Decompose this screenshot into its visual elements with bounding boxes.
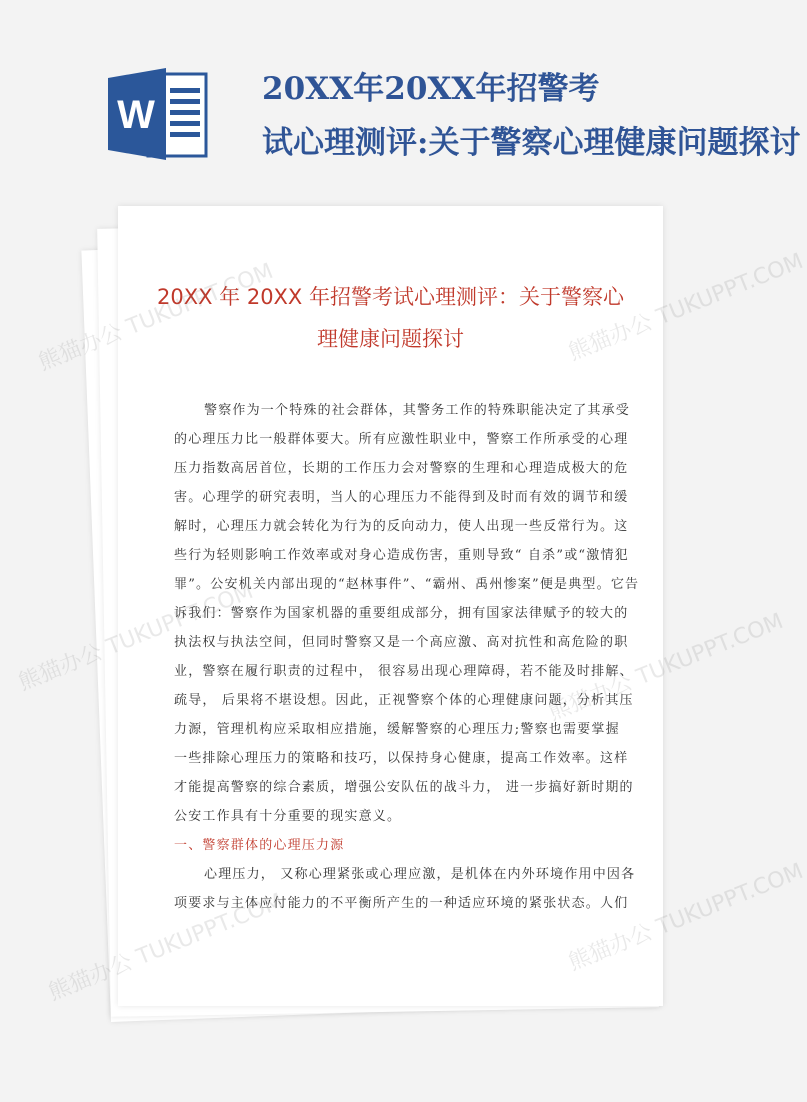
word-document-icon	[108, 66, 208, 162]
paragraph-line: 心理压力， 又称心理紧张或心理应激，是机体在内外环境作用中因各	[204, 867, 636, 882]
paragraph-line: 些行为轻则影响工作效率或对身心造成伤害，重则导致“ 自杀”或“激情犯	[174, 548, 629, 563]
watermark: 熊猫办公	[45, 949, 137, 1006]
paragraph-line: 项要求与主体应付能力的不平衡所产生的一种适应环境的紧张状态。人们	[174, 896, 629, 911]
paragraph-line: 公安工作具有十分重要的现实意义。	[174, 809, 402, 824]
paragraph-line: 业，警察在履行职责的过程中， 很容易出现心理障碍，若不能及时排解、	[174, 664, 634, 679]
document-title	[118, 276, 663, 360]
paragraph-line: 执法权与执法空间，但同时警察又是一个高应激、高对抗性和高危险的职	[174, 635, 629, 650]
paragraph-line: 一些排除心理压力的策略和技巧，以保持身心健康，提高工作效率。这样	[174, 751, 629, 766]
paragraph-line: 害。心理学的研究表明，当人的心理压力不能得到及时而有效的调节和缓	[174, 490, 629, 505]
paragraph-line: 压力指数高居首位，长期的工作压力会对警察的生理和心理造成极大的危	[174, 461, 629, 476]
document-body	[174, 396, 640, 918]
page-title	[262, 62, 801, 170]
paragraph-line: 解时，心理压力就会转化为行为的反向动力，使人出现一些反常行为。这	[174, 519, 629, 534]
watermark: 熊猫办公	[15, 639, 107, 696]
document-title-line-2: 理健康问题探讨	[317, 327, 464, 351]
page-title-line-2: 试心理测评:关于警察心理健康问题探讨	[262, 125, 801, 161]
watermark: 熊猫办公 TUKUPPT.COM	[565, 858, 807, 976]
paragraph-line: 的心理压力比一般群体要大。所有应激性职业中，警察工作所承受的心理	[174, 432, 629, 447]
paragraph-line: 才能提高警察的综合素质，增强公安队伍的战斗力， 进一步搞好新时期的	[174, 780, 634, 795]
paragraph-line: 疏导， 后果将不堪设想。因此，正视警察个体的心理健康问题，分析其压	[174, 693, 634, 708]
paragraph-line: 警察作为一个特殊的社会群体，其警务工作的特殊职能决定了其承受	[204, 403, 631, 418]
page-title-line-1: 20XX年20XX年招警考	[262, 71, 600, 107]
document-preview-page	[118, 206, 663, 1006]
paragraph-line: 诉我们：警察作为国家机器的重要组成部分，拥有国家法律赋予的较大的	[174, 606, 629, 621]
paragraph-line: 力源，管理机构应采取相应措施，缓解警察的心理压力;警察也需要掌握	[174, 722, 620, 737]
watermark: 熊猫办公	[35, 319, 127, 376]
watermark: 熊猫办公 TUKUPPT.COM	[545, 608, 787, 726]
watermark: 熊猫办公 TUKUPPT.COM	[565, 248, 807, 366]
section-heading: 一、警察群体的心理压力源	[174, 838, 345, 853]
word-icon-letter: W	[117, 93, 155, 137]
paragraph-line: 罪”。公安机关内部出现的“赵林事件”、“霸州、禹州惨案”便是典型。它告	[174, 577, 640, 592]
document-title-line-1: 20XX 年 20XX 年招警考试心理测评：关于警察心	[156, 285, 624, 309]
